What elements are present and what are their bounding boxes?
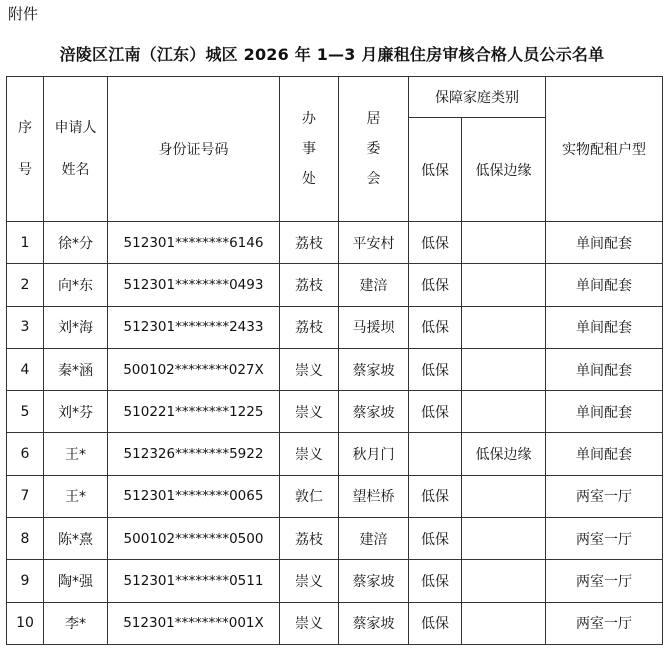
cell-committee: 蔡家坡 xyxy=(339,348,409,390)
cell-name: 秦*涵 xyxy=(44,348,108,390)
header-id-number: 身份证号码 xyxy=(108,77,280,222)
cell-id-number: 512301********001X xyxy=(108,602,280,644)
cell-id-number: 500102********027X xyxy=(108,348,280,390)
cell-seq: 7 xyxy=(7,475,44,517)
cell-low-income-edge xyxy=(462,475,546,517)
cell-low-income: 低保 xyxy=(409,391,462,433)
cell-name: 向*东 xyxy=(44,264,108,306)
applicant-table xyxy=(6,76,663,645)
header-low-income-edge: 低保边缘 xyxy=(462,118,546,222)
cell-low-income-edge xyxy=(462,264,546,306)
cell-housing-type: 单间配套 xyxy=(546,433,663,475)
table-row xyxy=(7,348,663,390)
attachment-label: 附件 xyxy=(8,5,39,23)
table-row xyxy=(7,518,663,560)
cell-committee: 马援坝 xyxy=(339,306,409,348)
cell-low-income: 低保 xyxy=(409,602,462,644)
cell-office: 荔枝 xyxy=(280,222,339,264)
table-row xyxy=(7,264,663,306)
cell-low-income: 低保 xyxy=(409,264,462,306)
cell-id-number: 500102********0500 xyxy=(108,518,280,560)
cell-housing-type: 两室一厅 xyxy=(546,560,663,602)
header-housing-type: 实物配租户型 xyxy=(546,77,663,222)
cell-seq: 5 xyxy=(7,391,44,433)
cell-low-income-edge xyxy=(462,560,546,602)
cell-name: 刘*芬 xyxy=(44,391,108,433)
cell-low-income-edge xyxy=(462,222,546,264)
cell-office: 崇义 xyxy=(280,433,339,475)
cell-office: 荔枝 xyxy=(280,306,339,348)
cell-office: 崇义 xyxy=(280,391,339,433)
cell-low-income: 低保 xyxy=(409,475,462,517)
cell-id-number: 512301********0511 xyxy=(108,560,280,602)
cell-housing-type: 单间配套 xyxy=(546,391,663,433)
cell-housing-type: 两室一厅 xyxy=(546,475,663,517)
cell-name: 陶*强 xyxy=(44,560,108,602)
cell-committee: 蔡家坡 xyxy=(339,391,409,433)
header-committee: 居 委 会 xyxy=(339,77,409,222)
cell-committee: 望栏桥 xyxy=(339,475,409,517)
cell-id-number: 512301********0065 xyxy=(108,475,280,517)
cell-id-number: 512301********6146 xyxy=(108,222,280,264)
header-category-group: 保障家庭类别 xyxy=(409,77,546,118)
cell-low-income-edge xyxy=(462,518,546,560)
cell-low-income: 低保 xyxy=(409,222,462,264)
cell-name: 陈*熹 xyxy=(44,518,108,560)
cell-low-income: 低保 xyxy=(409,518,462,560)
cell-office: 荔枝 xyxy=(280,264,339,306)
cell-low-income: 低保 xyxy=(409,560,462,602)
cell-office: 崇义 xyxy=(280,348,339,390)
cell-committee: 蔡家坡 xyxy=(339,602,409,644)
cell-seq: 8 xyxy=(7,518,44,560)
cell-housing-type: 单间配套 xyxy=(546,348,663,390)
cell-housing-type: 两室一厅 xyxy=(546,602,663,644)
cell-low-income: 低保 xyxy=(409,306,462,348)
table-row xyxy=(7,306,663,348)
cell-office: 崇义 xyxy=(280,560,339,602)
cell-low-income-edge xyxy=(462,391,546,433)
document-title: 涪陵区江南（江东）城区 2026 年 1—3 月廉租住房审核合格人员公示名单 xyxy=(59,45,605,64)
cell-committee: 建涪 xyxy=(339,264,409,306)
cell-housing-type: 单间配套 xyxy=(546,264,663,306)
header-applicant-name: 申请人 姓名 xyxy=(44,77,108,222)
header-seq: 序 号 xyxy=(7,77,44,222)
cell-office: 荔枝 xyxy=(280,518,339,560)
cell-office: 崇义 xyxy=(280,602,339,644)
cell-id-number: 512301********0493 xyxy=(108,264,280,306)
cell-committee: 建涪 xyxy=(339,518,409,560)
cell-id-number: 510221********1225 xyxy=(108,391,280,433)
cell-id-number: 512326********5922 xyxy=(108,433,280,475)
cell-housing-type: 单间配套 xyxy=(546,222,663,264)
cell-name: 刘*海 xyxy=(44,306,108,348)
cell-seq: 4 xyxy=(7,348,44,390)
table-row xyxy=(7,560,663,602)
cell-low-income-edge xyxy=(462,602,546,644)
cell-name: 李* xyxy=(44,602,108,644)
table-row xyxy=(7,602,663,644)
cell-low-income-edge xyxy=(462,306,546,348)
cell-name: 王* xyxy=(44,475,108,517)
table-row xyxy=(7,433,663,475)
table-row xyxy=(7,475,663,517)
header-low-income: 低保 xyxy=(409,118,462,222)
cell-housing-type: 两室一厅 xyxy=(546,518,663,560)
cell-seq: 6 xyxy=(7,433,44,475)
cell-committee: 秋月门 xyxy=(339,433,409,475)
cell-seq: 9 xyxy=(7,560,44,602)
cell-committee: 蔡家坡 xyxy=(339,560,409,602)
header-office: 办 事 处 xyxy=(280,77,339,222)
cell-low-income-edge xyxy=(462,348,546,390)
cell-office: 敦仁 xyxy=(280,475,339,517)
cell-low-income: 低保 xyxy=(409,348,462,390)
cell-seq: 1 xyxy=(7,222,44,264)
cell-low-income-edge: 低保边缘 xyxy=(462,433,546,475)
table-row xyxy=(7,391,663,433)
cell-committee: 平安村 xyxy=(339,222,409,264)
cell-id-number: 512301********2433 xyxy=(108,306,280,348)
cell-housing-type: 单间配套 xyxy=(546,306,663,348)
cell-seq: 10 xyxy=(7,602,44,644)
cell-name: 徐*分 xyxy=(44,222,108,264)
cell-seq: 2 xyxy=(7,264,44,306)
cell-low-income xyxy=(409,433,462,475)
table-row xyxy=(7,222,663,264)
cell-name: 王* xyxy=(44,433,108,475)
cell-seq: 3 xyxy=(7,306,44,348)
